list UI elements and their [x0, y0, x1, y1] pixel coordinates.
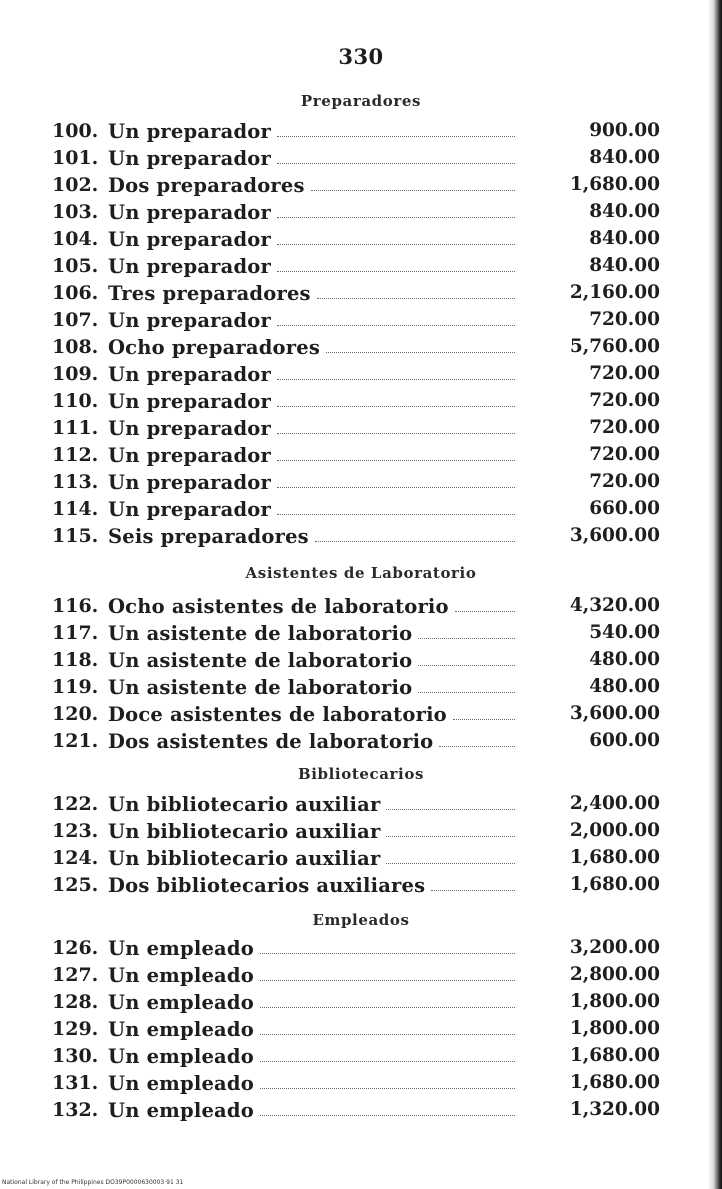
item-amount: 720.00	[589, 444, 660, 465]
item-description: Un bibliotecario auxiliar	[108, 793, 381, 816]
item-number: 113.	[52, 471, 99, 493]
dot-leader	[317, 298, 515, 299]
dot-leader	[260, 1034, 515, 1035]
item-number: 116.	[52, 595, 99, 617]
item-description: Un preparador	[108, 201, 271, 224]
list-item	[0, 147, 722, 174]
item-number: 121.	[52, 730, 99, 752]
item-description: Un preparador	[108, 363, 271, 386]
scan-footer: National Library of the Philippines DO39P0000630003 91 31	[2, 1179, 184, 1186]
dot-leader	[277, 217, 515, 218]
item-description: Un empleado	[108, 964, 254, 987]
item-amount: 2,400.00	[569, 793, 660, 814]
item-number: 128.	[52, 991, 99, 1013]
item-amount: 4,320.00	[569, 595, 660, 616]
list-item	[0, 498, 722, 525]
item-description: Un preparador	[108, 255, 271, 278]
item-amount: 3,600.00	[569, 703, 660, 724]
list-item	[0, 622, 722, 649]
item-description: Un asistente de laboratorio	[108, 622, 413, 645]
item-number: 112.	[52, 444, 99, 466]
list-item	[0, 847, 722, 874]
list-item	[0, 120, 722, 147]
item-amount: 3,600.00	[569, 525, 660, 546]
dot-leader	[386, 863, 515, 864]
item-amount: 840.00	[589, 147, 660, 168]
item-number: 120.	[52, 703, 99, 725]
item-description: Un asistente de laboratorio	[108, 649, 413, 672]
dot-leader	[439, 746, 515, 747]
list-item	[0, 595, 722, 622]
item-amount: 480.00	[589, 676, 660, 697]
item-number: 132.	[52, 1099, 99, 1121]
item-amount: 660.00	[589, 498, 660, 519]
item-amount: 480.00	[589, 649, 660, 670]
item-amount: 720.00	[589, 471, 660, 492]
dot-leader	[277, 487, 515, 488]
item-number: 102.	[52, 174, 99, 196]
item-number: 129.	[52, 1018, 99, 1040]
item-number: 106.	[52, 282, 99, 304]
item-amount: 720.00	[589, 309, 660, 330]
dot-leader	[431, 890, 515, 891]
dot-leader	[277, 460, 515, 461]
section-heading-empleados: Empleados	[312, 911, 410, 929]
dot-leader	[277, 406, 515, 407]
item-number: 108.	[52, 336, 99, 358]
list-item	[0, 363, 722, 390]
item-description: Un preparador	[108, 309, 271, 332]
item-amount: 1,680.00	[569, 874, 660, 895]
item-amount: 2,800.00	[569, 964, 660, 985]
item-description: Un preparador	[108, 471, 271, 494]
dot-leader	[418, 638, 515, 639]
item-amount: 720.00	[589, 363, 660, 384]
item-number: 122.	[52, 793, 99, 815]
dot-leader	[260, 1061, 515, 1062]
item-number: 125.	[52, 874, 99, 896]
item-amount: 1,680.00	[569, 1045, 660, 1066]
list-item	[0, 525, 722, 552]
item-amount: 840.00	[589, 255, 660, 276]
item-number: 124.	[52, 847, 99, 869]
dot-leader	[277, 136, 515, 137]
item-description: Un preparador	[108, 390, 271, 413]
item-description: Un preparador	[108, 417, 271, 440]
item-amount: 1,680.00	[569, 174, 660, 195]
item-number: 111.	[52, 417, 99, 439]
page-number: 330	[338, 44, 384, 69]
dot-leader	[315, 541, 515, 542]
item-description: Un preparador	[108, 498, 271, 521]
dot-leader	[311, 190, 515, 191]
list-item	[0, 649, 722, 676]
item-number: 119.	[52, 676, 99, 698]
item-number: 103.	[52, 201, 99, 223]
dot-leader	[418, 692, 515, 693]
list-item	[0, 282, 722, 309]
list-item	[0, 730, 722, 757]
item-amount: 840.00	[589, 228, 660, 249]
dot-leader	[455, 611, 515, 612]
item-number: 115.	[52, 525, 99, 547]
item-amount: 1,320.00	[569, 1099, 660, 1120]
item-number: 127.	[52, 964, 99, 986]
item-number: 130.	[52, 1045, 99, 1067]
item-description: Un empleado	[108, 1018, 254, 1041]
dot-leader	[277, 271, 515, 272]
item-description: Un preparador	[108, 228, 271, 251]
item-description: Dos bibliotecarios auxiliares	[108, 874, 426, 897]
item-description: Un asistente de laboratorio	[108, 676, 413, 699]
item-description: Seis preparadores	[108, 525, 309, 548]
item-number: 118.	[52, 649, 99, 671]
item-amount: 1,680.00	[569, 847, 660, 868]
item-description: Un empleado	[108, 937, 254, 960]
dot-leader	[260, 1115, 515, 1116]
item-description: Un empleado	[108, 991, 254, 1014]
item-description: Ocho preparadores	[108, 336, 321, 359]
dot-leader	[260, 1007, 515, 1008]
item-amount: 720.00	[589, 390, 660, 411]
list-item	[0, 471, 722, 498]
dot-leader	[277, 325, 515, 326]
item-number: 110.	[52, 390, 99, 412]
list-item	[0, 417, 722, 444]
list-item	[0, 336, 722, 363]
item-number: 114.	[52, 498, 99, 520]
dot-leader	[260, 953, 515, 954]
item-number: 109.	[52, 363, 99, 385]
list-item	[0, 1018, 722, 1045]
dot-leader	[418, 665, 515, 666]
list-item	[0, 174, 722, 201]
item-number: 100.	[52, 120, 99, 142]
item-description: Un bibliotecario auxiliar	[108, 820, 381, 843]
item-number: 101.	[52, 147, 99, 169]
item-number: 105.	[52, 255, 99, 277]
list-item	[0, 228, 722, 255]
dot-leader	[260, 1088, 515, 1089]
item-amount: 2,160.00	[569, 282, 660, 303]
item-amount: 3,200.00	[569, 937, 660, 958]
item-description: Dos asistentes de laboratorio	[108, 730, 434, 753]
item-description: Un empleado	[108, 1045, 254, 1068]
section-heading-preparadores: Preparadores	[300, 92, 422, 110]
list-item	[0, 309, 722, 336]
item-description: Doce asistentes de laboratorio	[108, 703, 447, 726]
dot-leader	[277, 514, 515, 515]
item-amount: 840.00	[589, 201, 660, 222]
item-number: 117.	[52, 622, 99, 644]
item-amount: 900.00	[589, 120, 660, 141]
item-amount: 2,000.00	[569, 820, 660, 841]
list-item	[0, 703, 722, 730]
list-item	[0, 964, 722, 991]
list-item	[0, 820, 722, 847]
item-description: Un preparador	[108, 120, 271, 143]
dot-leader	[260, 980, 515, 981]
list-item	[0, 676, 722, 703]
item-description: Dos preparadores	[108, 174, 305, 197]
list-item	[0, 201, 722, 228]
item-amount: 1,800.00	[569, 1018, 660, 1039]
item-description: Un empleado	[108, 1099, 254, 1122]
item-description: Tres preparadores	[108, 282, 311, 305]
section-heading-asistentes: Asistentes de Laboratorio	[245, 564, 477, 582]
section-heading-bibliotecarios: Bibliotecarios	[297, 765, 425, 783]
list-item	[0, 874, 722, 901]
list-item	[0, 390, 722, 417]
list-item	[0, 1045, 722, 1072]
dot-leader	[277, 163, 515, 164]
item-number: 131.	[52, 1072, 99, 1094]
item-description: Ocho asistentes de laboratorio	[108, 595, 449, 618]
list-item	[0, 1072, 722, 1099]
list-item	[0, 1099, 722, 1126]
item-number: 126.	[52, 937, 99, 959]
dot-leader	[386, 836, 515, 837]
dot-leader	[386, 809, 515, 810]
dot-leader	[277, 244, 515, 245]
item-description: Un empleado	[108, 1072, 254, 1095]
item-amount: 540.00	[589, 622, 660, 643]
list-item	[0, 444, 722, 471]
item-amount: 5,760.00	[569, 336, 660, 357]
dot-leader	[277, 433, 515, 434]
item-number: 107.	[52, 309, 99, 331]
list-item	[0, 793, 722, 820]
list-item	[0, 937, 722, 964]
item-description: Un preparador	[108, 147, 271, 170]
dot-leader	[277, 379, 515, 380]
item-number: 123.	[52, 820, 99, 842]
item-description: Un preparador	[108, 444, 271, 467]
item-amount: 600.00	[589, 730, 660, 751]
item-amount: 720.00	[589, 417, 660, 438]
list-item	[0, 991, 722, 1018]
item-number: 104.	[52, 228, 99, 250]
dot-leader	[453, 719, 515, 720]
item-amount: 1,800.00	[569, 991, 660, 1012]
item-description: Un bibliotecario auxiliar	[108, 847, 381, 870]
dot-leader	[326, 352, 515, 353]
list-item	[0, 255, 722, 282]
item-amount: 1,680.00	[569, 1072, 660, 1093]
